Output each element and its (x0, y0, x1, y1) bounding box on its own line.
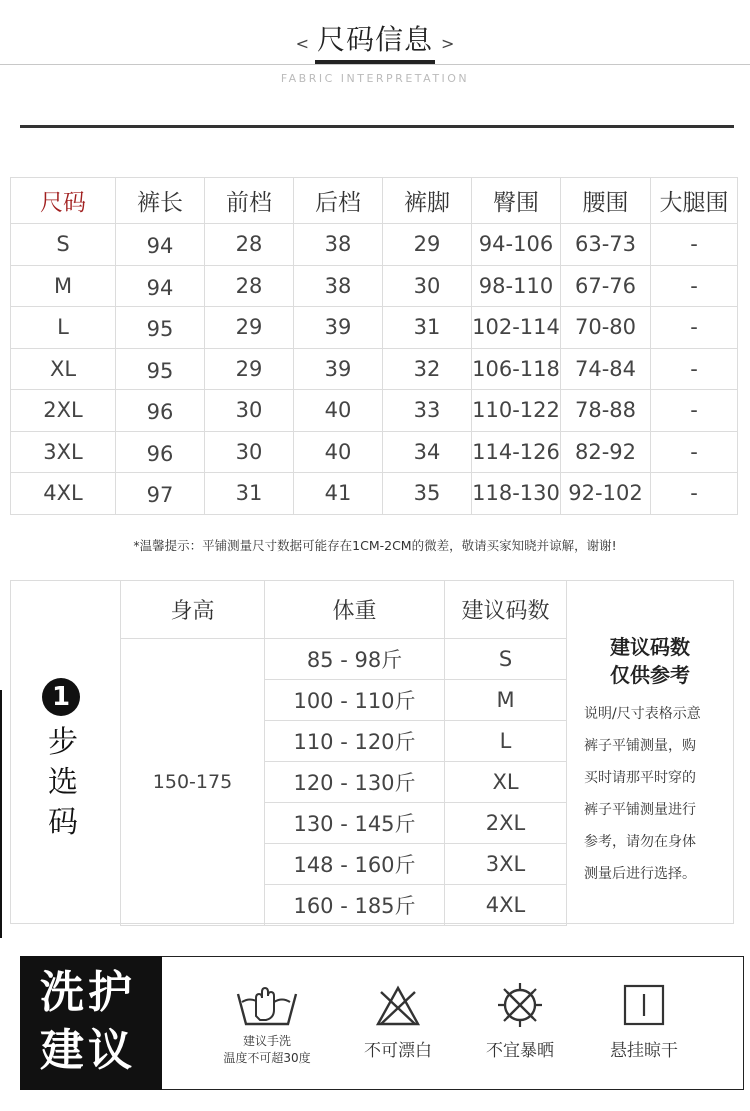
table-cell: 32 (383, 348, 472, 390)
table-row (11, 390, 738, 432)
weight-cell: 110 - 120斤 (265, 721, 445, 762)
wash-item-no-sun-dry (472, 980, 568, 1061)
table-cell: 106-118 (472, 348, 561, 390)
table-cell: XL (11, 348, 116, 390)
note-line: 买时请那平时穿的 (584, 770, 696, 786)
column-header: 腰围 (561, 178, 651, 224)
weight-cell: 120 - 130斤 (265, 762, 445, 803)
recommendation-note (566, 580, 734, 924)
note-title-line: 仅供参考 (610, 663, 690, 687)
table-cell: 95 (116, 307, 205, 349)
column-header: 裤脚 (383, 178, 472, 224)
table-cell: 63-73 (561, 224, 651, 266)
wash-caption: 不可漂白 (364, 1041, 432, 1061)
table-row (11, 307, 738, 349)
table-cell: 38 (294, 265, 383, 307)
table-cell: 34 (383, 431, 472, 473)
table-cell: 31 (383, 307, 472, 349)
table-cell: L (11, 307, 116, 349)
recommendation-table (120, 580, 567, 926)
no-bleach-icon (373, 980, 423, 1030)
note-title-line: 建议码数 (610, 635, 690, 659)
table-row (11, 265, 738, 307)
header-rule (0, 64, 750, 65)
table-cell: 29 (383, 224, 472, 266)
note-line: 说明/尺寸表格示意 (584, 706, 701, 722)
table-cell: - (651, 431, 738, 473)
page-title: 尺码信息 (315, 22, 435, 64)
table-cell: 94 (116, 265, 205, 307)
table-cell: 30 (383, 265, 472, 307)
column-header: 尺码 (11, 178, 116, 224)
size-cell: S (445, 639, 567, 680)
table-cell: 2XL (11, 390, 116, 432)
wash-caption: 温度不可超30度 (223, 1051, 311, 1065)
weight-cell: 160 - 185斤 (265, 885, 445, 926)
table-cell: 118-130 (472, 473, 561, 515)
size-cell: XL (445, 762, 567, 803)
table-cell: 28 (205, 265, 294, 307)
column-header: 大腿围 (651, 178, 738, 224)
table-cell: 29 (205, 307, 294, 349)
table-cell: 30 (205, 431, 294, 473)
page-subtitle: FABRIC INTERPRETATION (280, 72, 470, 85)
size-cell: L (445, 721, 567, 762)
header (0, 22, 750, 64)
wash-item-no-bleach (350, 980, 446, 1061)
table-cell: 102-114 (472, 307, 561, 349)
step-label (38, 723, 88, 843)
table-cell: 70-80 (561, 307, 651, 349)
size-table (10, 177, 738, 515)
table-row (11, 224, 738, 266)
table-cell: - (651, 348, 738, 390)
table-cell: 3XL (11, 431, 116, 473)
table-cell: 39 (294, 348, 383, 390)
note-line: 参考，请勿在身体 (584, 834, 696, 850)
weight-cell: 148 - 160斤 (265, 844, 445, 885)
table-cell: 98-110 (472, 265, 561, 307)
table-cell: 92-102 (561, 473, 651, 515)
table-row (121, 639, 567, 680)
step-badge (10, 580, 120, 924)
size-cell: 2XL (445, 803, 567, 844)
table-cell: 96 (116, 390, 205, 432)
height-range-cell: 150-175 (121, 639, 265, 926)
section-divider (20, 125, 734, 128)
column-header: 裤长 (116, 178, 205, 224)
table-cell: - (651, 307, 738, 349)
step-label-char: 码 (48, 805, 78, 840)
step-label-char: 选 (48, 765, 78, 800)
table-cell: 31 (205, 473, 294, 515)
weight-cell: 130 - 145斤 (265, 803, 445, 844)
table-cell: 4XL (11, 473, 116, 515)
table-cell: 82-92 (561, 431, 651, 473)
table-cell: - (651, 224, 738, 266)
wash-care-label-line: 洗护 (40, 967, 136, 1018)
weight-cell: 85 - 98斤 (265, 639, 445, 680)
table-cell: 30 (205, 390, 294, 432)
column-header: 后档 (294, 178, 383, 224)
table-cell: 39 (294, 307, 383, 349)
note-line: 裤子平铺测量进行 (584, 802, 696, 818)
table-cell: 94-106 (472, 224, 561, 266)
table-cell: 28 (205, 224, 294, 266)
wash-caption: 悬挂晾干 (610, 1041, 678, 1061)
table-cell: 74-84 (561, 348, 651, 390)
table-cell: 67-76 (561, 265, 651, 307)
table-row (11, 348, 738, 390)
step-number-icon: 1 (42, 678, 80, 716)
table-cell: - (651, 265, 738, 307)
weight-cell: 100 - 110斤 (265, 680, 445, 721)
recommendation-header (121, 581, 567, 639)
wash-care-label-line: 建议 (40, 1025, 136, 1076)
size-cell: 4XL (445, 885, 567, 926)
size-cell: M (445, 680, 567, 721)
table-cell: 97 (116, 473, 205, 515)
table-cell: - (651, 390, 738, 432)
table-cell: 96 (116, 431, 205, 473)
right-angle-icon: > (441, 33, 455, 53)
wash-caption: 不宜暴晒 (486, 1041, 554, 1061)
table-cell: 33 (383, 390, 472, 432)
measurement-tip: *温馨提示：平铺测量尺寸数据可能存在1CM-2CM的微差，敬请买家知晓并谅解，谢谢! (133, 538, 617, 553)
column-header: 臀围 (472, 178, 561, 224)
step-label-char: 步 (48, 725, 78, 760)
hand-wash-icon (232, 980, 302, 1032)
header-title-group (292, 22, 459, 64)
note-title (566, 633, 734, 689)
left-angle-icon: < (295, 33, 309, 53)
column-header: 建议码数 (445, 581, 567, 639)
side-accent-bar (0, 690, 2, 938)
size-table-header (11, 178, 738, 224)
wash-item-hang-dry (594, 980, 694, 1061)
table-cell: 38 (294, 224, 383, 266)
table-cell: S (11, 224, 116, 266)
table-row (11, 431, 738, 473)
note-line: 测量后进行选择。 (584, 866, 696, 882)
table-cell: - (651, 473, 738, 515)
table-cell: 41 (294, 473, 383, 515)
table-cell: 29 (205, 348, 294, 390)
table-cell: 40 (294, 390, 383, 432)
hang-dry-icon (619, 980, 669, 1030)
table-cell: M (11, 265, 116, 307)
size-cell: 3XL (445, 844, 567, 885)
wash-care-label (20, 956, 162, 1090)
table-cell: 114-126 (472, 431, 561, 473)
column-header: 体重 (265, 581, 445, 639)
wash-caption: 建议手洗 (242, 1034, 291, 1048)
table-cell: 110-122 (472, 390, 561, 432)
table-cell: 35 (383, 473, 472, 515)
no-sun-dry-icon (495, 980, 545, 1030)
wash-item-hand-wash (212, 980, 322, 1066)
column-header: 前档 (205, 178, 294, 224)
table-row (11, 473, 738, 515)
note-line: 裤子平铺测量，购 (584, 738, 696, 754)
table-cell: 78-88 (561, 390, 651, 432)
table-cell: 94 (116, 224, 205, 266)
table-cell: 40 (294, 431, 383, 473)
column-header: 身高 (121, 581, 265, 639)
note-body (584, 698, 726, 890)
table-cell: 95 (116, 348, 205, 390)
